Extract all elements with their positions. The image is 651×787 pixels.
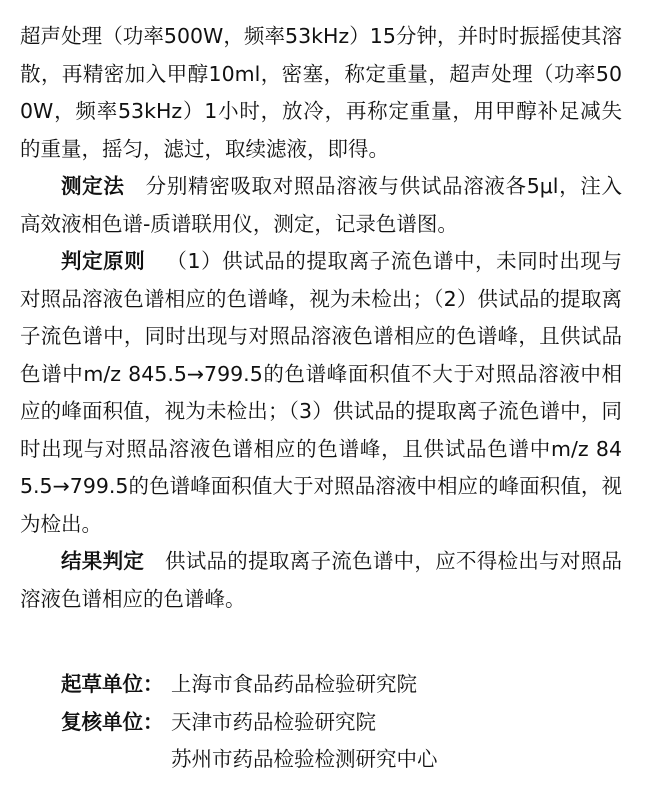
paragraph-text: （1）供试品的提取离子流色谱中，未同时出现与对照品溶液色谱相应的色谱峰，视为未检出；（2）供试品的提取离子流色谱中，同时出现与对照品溶液色谱相应的色谱峰，且供试品色谱中m/z 845.5→799.5的色谱峰面积值不大于对照品溶液中相应的峰面积值，视为未检出；（3）供试品的提取离子流色谱中，同时出现与对照品溶液色谱相应的色谱峰，且供试品色谱中m/z 845.5→799.5的色谱峰面积值大于对照品溶液中相应的峰面积值，视为检出。 (20, 249, 623, 536)
method-heading: 测定法 (61, 174, 125, 198)
paragraph-method (20, 168, 622, 243)
drafting-unit-label: 起草单位： (61, 672, 164, 696)
paragraph-criteria (20, 243, 622, 543)
paragraph-text: 超声处理（功率500W，频率53kHz）15分钟，并时时振摇使其溶散，再精密加入甲醇10ml，密塞，称定重量，超声处理（功率500W，频率53kHz）1小时，放冷，再称定重量，用甲醇补足减失的重量，摇匀，滤过，取续滤液，即得。 (20, 24, 622, 161)
result-heading: 结果判定 (61, 549, 145, 573)
paragraph-sample-prep (20, 18, 622, 168)
review-unit-name-1: 天津市药品检验研究院 (171, 709, 376, 734)
document-page (20, 18, 622, 779)
paragraph-text: 供试品的提取离子流色谱中，应不得检出与对照品溶液色谱相应的色谱峰。 (20, 549, 623, 611)
review-unit-row (20, 704, 622, 742)
paragraph-text: 分别精密吸取对照品溶液与供试品溶液各5μl，注入高效液相色谱-质谱联用仪，测定，记录色谱图。 (20, 174, 623, 236)
drafting-unit-row (20, 666, 622, 704)
paragraph-result (20, 543, 622, 618)
drafting-unit-name: 上海市食品药品检验研究院 (171, 672, 417, 696)
spacer (20, 618, 622, 666)
review-unit-name-2: 苏州市药品检验检测研究中心 (171, 747, 438, 771)
review-unit-row-2 (20, 741, 622, 779)
criteria-heading: 判定原则 (61, 249, 146, 273)
review-unit-label: 复核单位： (61, 709, 164, 734)
